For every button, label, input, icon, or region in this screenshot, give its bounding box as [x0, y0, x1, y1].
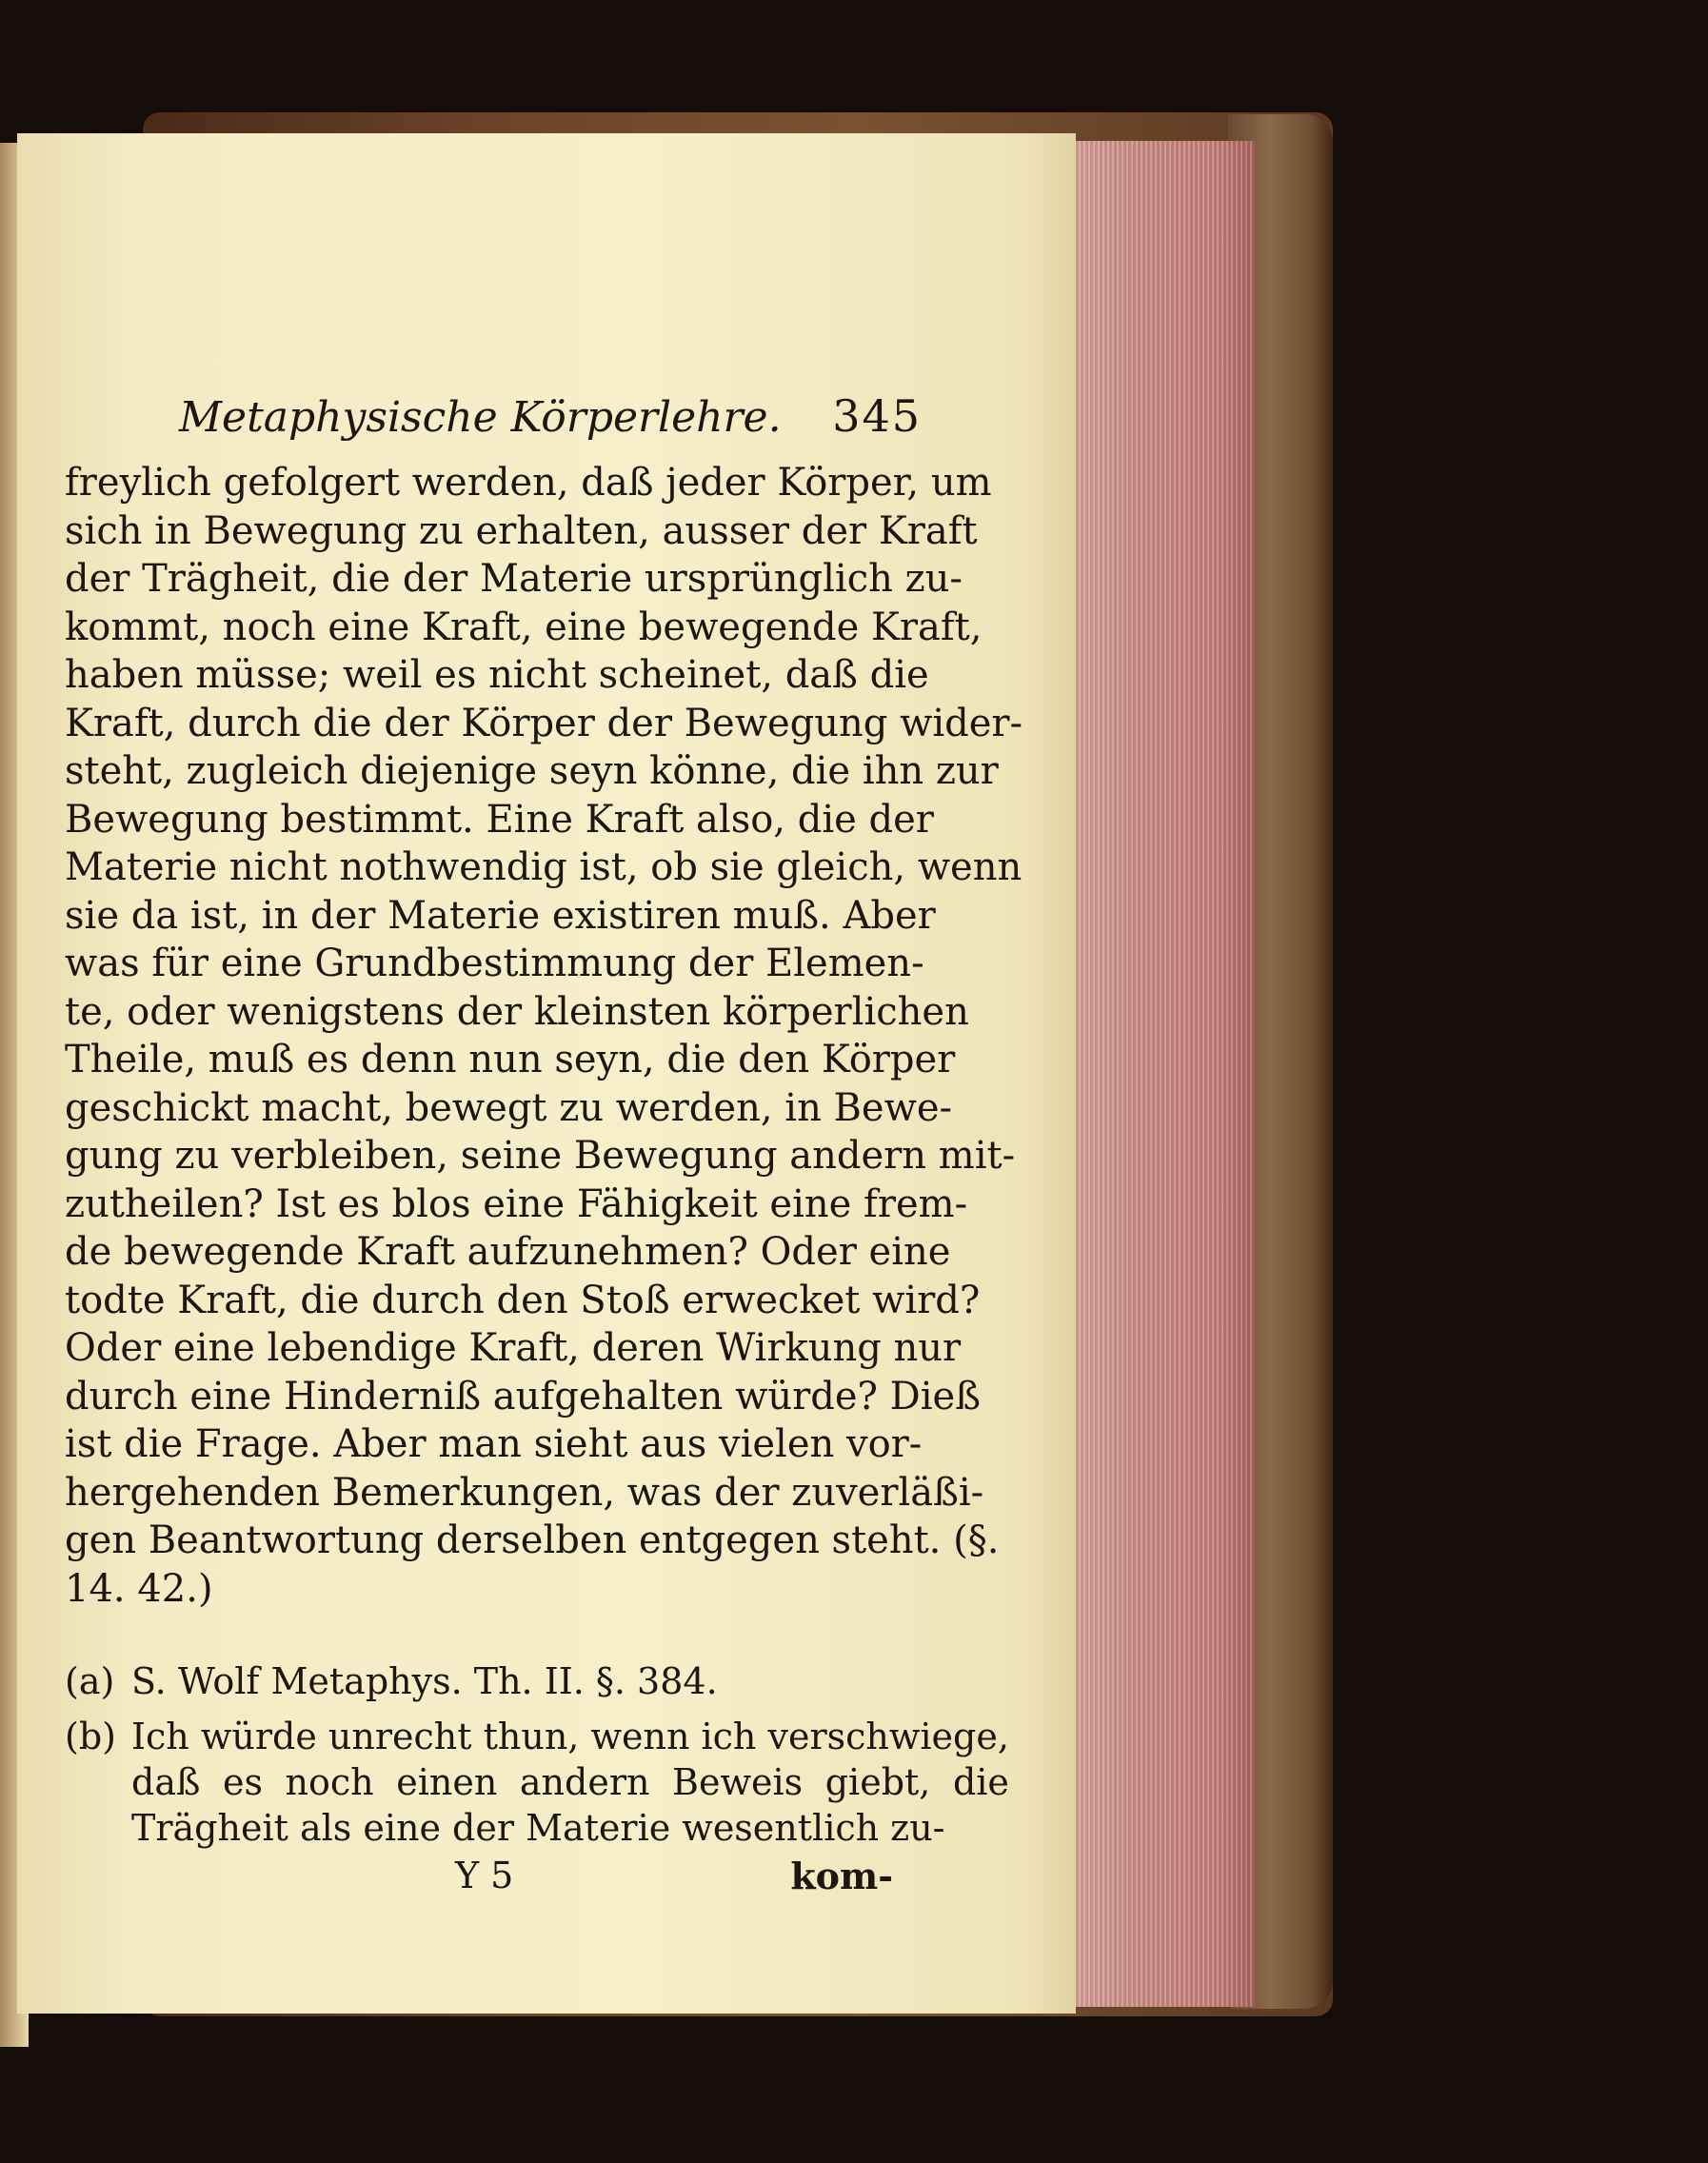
text-line: sich in Bewegung zu erhalten, ausser der Kraft — [65, 508, 978, 553]
text-line: kommt, noch eine Kraft, eine bewegende Kraft, — [65, 605, 983, 649]
footnote — [65, 1658, 884, 1704]
text-line: Oder eine lebendige Kraft, deren Wirkung nur — [65, 1326, 962, 1370]
text-line: ist die Frage. Aber man sieht aus vielen vor- — [65, 1422, 923, 1466]
footnote-mark: (a) — [65, 1660, 115, 1702]
text-line: todte Kraft, die durch den Stoß erwecket wird? — [65, 1278, 981, 1322]
footnote-line: S. Wolf Metaphys. Th. II. §. 384. — [131, 1660, 718, 1702]
text-line: freylich gefolgert werden, daß jeder Körper, um — [65, 461, 992, 505]
footnotes — [65, 1658, 1009, 1851]
text-line: der Trägheit, die der Materie ursprünglich zu- — [65, 557, 963, 601]
page-content — [65, 390, 1023, 1897]
text-line: gen Beantwortung derselben entgegen steht. (§. — [65, 1518, 1000, 1562]
footnote — [65, 1714, 1009, 1851]
signature-mark: Y 5 — [455, 1855, 514, 1896]
text-line: Materie nicht nothwendig ist, ob sie gleich, wenn — [65, 845, 1023, 889]
footnote-mark: (b) — [65, 1716, 116, 1757]
body-text — [65, 459, 1023, 1613]
text-line: hergehenden Bemerkungen, was der zuverläßi- — [65, 1470, 984, 1515]
text-line: steht, zugleich diejenige seyn könne, die ihn zur — [65, 749, 999, 793]
text-line: 14. 42.) — [65, 1566, 213, 1611]
text-line: sie da ist, in der Materie existiren muß. Aber — [65, 893, 936, 938]
page-number: 345 — [832, 390, 922, 442]
text-line: Theile, muß es denn nun seyn, die den Körper — [65, 1038, 956, 1082]
footnote-text — [131, 1658, 884, 1704]
page-header — [65, 390, 922, 442]
footnote-text — [131, 1714, 1009, 1851]
footnote-line: daß es noch einen andern Beweis giebt, die — [131, 1761, 1009, 1803]
footnote-line: Ich würde unrecht thun, wenn ich verschwiege, — [131, 1716, 1009, 1757]
catchword: kom- — [790, 1855, 893, 1897]
text-line: Bewegung bestimmt. Eine Kraft also, die der — [65, 797, 934, 842]
text-line: de bewegende Kraft aufzunehmen? Oder eine — [65, 1230, 951, 1274]
text-line: gung zu verbleiben, seine Bewegung andern mit- — [65, 1134, 1016, 1178]
text-line: zutheilen? Ist es blos eine Fähigkeit eine frem- — [65, 1181, 968, 1226]
text-line: durch eine Hinderniß aufgehalten würde? Dieß — [65, 1374, 981, 1419]
text-line: was für eine Grundbestimmung der Elemen- — [65, 942, 924, 985]
running-title: Metaphysische Körperlehre. — [179, 393, 782, 442]
text-line: Kraft, durch die der Körper der Bewegung wider- — [65, 701, 1023, 745]
text-line: te, oder wenigstens der kleinsten körperlichen — [65, 989, 969, 1034]
red-page-edges — [1064, 141, 1255, 2007]
page-footer — [65, 1855, 893, 1897]
text-line: geschickt macht, bewegt zu werden, in Bewe- — [65, 1085, 953, 1130]
footnote-line: Trägheit als eine der Materie wesentlich zu- — [131, 1807, 945, 1849]
book-page — [17, 133, 1076, 2014]
text-line: haben müsse; weil es nicht scheinet, daß die — [65, 653, 929, 697]
